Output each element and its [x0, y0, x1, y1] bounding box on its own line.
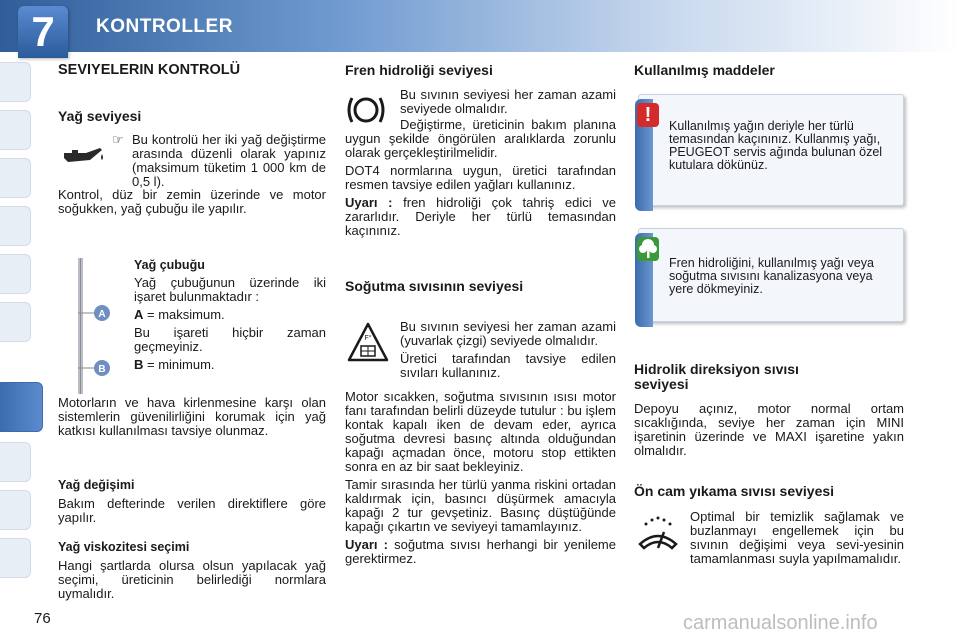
oil-change-heading: Yağ değişimi [58, 478, 135, 492]
steering-heading-line1: Hidrolik direksiyon sıvısı [634, 361, 799, 377]
warning-notice-text: Kullanılmış yağın deriyle her türlü temasından kaçınınız. Kullanmış yağı, PEUGEOT servis ağında bulunan özel kutulara dökünüz. [669, 119, 883, 172]
sidebar-tab[interactable] [0, 254, 31, 294]
label-a: A [134, 307, 144, 322]
viscosity-heading: Yağ viskozitesi seçimi [58, 540, 190, 554]
dipstick-text: Yağ çubuğunun üzerinde iki işaret bulunmaktadır : [134, 275, 326, 304]
brake-warn-label: Uyarı : [345, 195, 393, 210]
label-b: B [134, 357, 144, 372]
chapter-number: 7 [31, 8, 55, 55]
oil-level-heading: Yağ seviyesi [58, 108, 142, 124]
dipstick-illustration [70, 258, 118, 396]
page-number: 76 [34, 610, 51, 627]
windscreen-washer-icon [636, 514, 680, 554]
sidebar-tab-active[interactable] [0, 382, 43, 432]
sidebar-tab[interactable] [0, 538, 31, 578]
coolant-warning-icon [346, 320, 390, 366]
coolant-text-2: Üretici tarafından tavsiye edilen sıvıları kullanınız. [400, 351, 616, 380]
marker-b: B [98, 364, 106, 375]
sidebar-tab[interactable] [0, 490, 31, 530]
oil-can-icon [60, 144, 106, 170]
sidebar-tab[interactable] [0, 442, 31, 482]
coolant-text-1: Bu sıvının seviyesi her zaman azami (yuvarlak çizgi) seviyede olmalıdır. [400, 319, 616, 348]
oil-change-text: Bakım defterinde verilen direktiflere göre yapılır. [58, 496, 326, 525]
sidebar-tab[interactable] [0, 206, 31, 246]
coolant-warn-label: Uyarı : [345, 537, 388, 552]
brake-warn-text: fren hidroliği çok tahriş edici ve zararlıdır. Deriyle her türlü temasından kaçınınız. [345, 195, 617, 238]
exclamation-icon: ! [637, 103, 659, 127]
sidebar-tab[interactable] [0, 158, 31, 198]
tree-icon [637, 237, 659, 261]
watermark: carmanualsonline.info [683, 612, 878, 634]
washer-heading: Ön cam yıkama sıvısı seviyesi [634, 483, 835, 499]
coolant-heading: Soğutma sıvısının seviyesi [345, 278, 524, 294]
environment-notice-text: Fren hidroliğini, kullanılmış yağı veya soğutma sıvısını kanalizasyona veya yere dökmeyiniz. [669, 256, 874, 296]
brake-text-2: Değiştirme, üreticinin bakım planına uygun şekilde öngörülen aralıklarda zorunlu olarak gerçekleştirilmelidir. [345, 117, 616, 160]
label-b-text: = minimum. [143, 357, 215, 372]
coolant-warn-text: soğutma sıvısı herhangi bir yenileme gerektirmez. [345, 537, 616, 566]
section-title: SEVIYELERIN KONTROLÜ [58, 62, 241, 78]
coolant-text-4: Tamir sırasında her türlü yanma riskini ortadan kaldırmak için, basıncı düşürmek amacıyla kapağı 2 tur gevşetiniz. Basınç düştüğünde kapağı çıkartın ve seviyeyi tamamlayınız. [345, 477, 616, 534]
oil-bullet-text: Bu kontrolü her iki yağ değiştirme arasında düzenli olarak yapınız (maksimum tüketim 1 000 km de 0,5 l). [132, 132, 326, 189]
steering-heading-line2: seviyesi [634, 376, 689, 392]
environment-notice [638, 228, 904, 322]
sidebar-tab[interactable] [0, 62, 31, 102]
dipstick-heading: Yağ çubuğu [134, 258, 205, 272]
bullet-hand-icon: ☞ [112, 132, 124, 147]
oil-level-text: Kontrol, düz bir zemin üzerinde ve motor soğukken, yağ çubuğu ile yapılır. [58, 187, 326, 216]
viscosity-text: Hangi şartlarda olursa olsun yapılacak yağ seçimi, üreticinin belirlediği normlara uymalıdır. [58, 558, 326, 601]
steering-text: Depoyu açınız, motor normal ortam sıcaklığında, seviye her zaman için MINI işaretinin üzerinde ve MAXI işaretine yakın olmalıdır. [634, 401, 904, 458]
marker-a: A [98, 309, 106, 320]
svg-text:F°: F° [364, 335, 372, 342]
warning-notice [638, 94, 904, 206]
engines-text: Motorların ve hava kirlenmesine karşı olan sistemlerin güvenilirliğini korumak için yağ katkısı kullanılması tavsiye olunmaz. [58, 395, 326, 438]
brake-text-1: Bu sıvının seviyesi her zaman azami seviyede olmalıdır. [400, 87, 616, 116]
sidebar-tab[interactable] [0, 302, 31, 342]
brake-text-3: DOT4 normlarına uygun, üretici tarafından resmen tavsiye edilen yağları kullanınız. [345, 163, 616, 192]
chapter-tab [18, 6, 68, 58]
brake-heading: Fren hidroliği seviyesi [345, 62, 493, 78]
dipstick-warning: Bu işareti hiçbir zaman geçmeyiniz. [134, 325, 326, 354]
label-a-text: = maksimum. [143, 307, 225, 322]
sidebar-tab[interactable] [0, 110, 31, 150]
coolant-text-3: Motor sıcakken, soğutma sıvısının ısısı motor fanı tarafından belirli düzeyde tutulur : bu işlem kontak kapalı iken de devam eder, ayrıca soğutma devresi basınç altında olduğundan kapağı açmadan önce, motoru stop ettikten sonra en az bir saat bekleyiniz. [345, 389, 616, 474]
chapter-title: KONTROLLER [96, 16, 233, 37]
oil-bullet-block [112, 133, 326, 193]
chapter-sidebar [0, 52, 32, 612]
dipstick-block [134, 258, 326, 376]
used-products-heading: Kullanılmış maddeler [634, 62, 775, 78]
washer-text: Optimal bir temizlik sağlamak ve buzlanmayı engellemek için bu sıvının değişimi veya sevi-yesinin tamamlanması suyla yapılmamalıdır. [690, 509, 904, 566]
steering-heading [634, 362, 799, 392]
